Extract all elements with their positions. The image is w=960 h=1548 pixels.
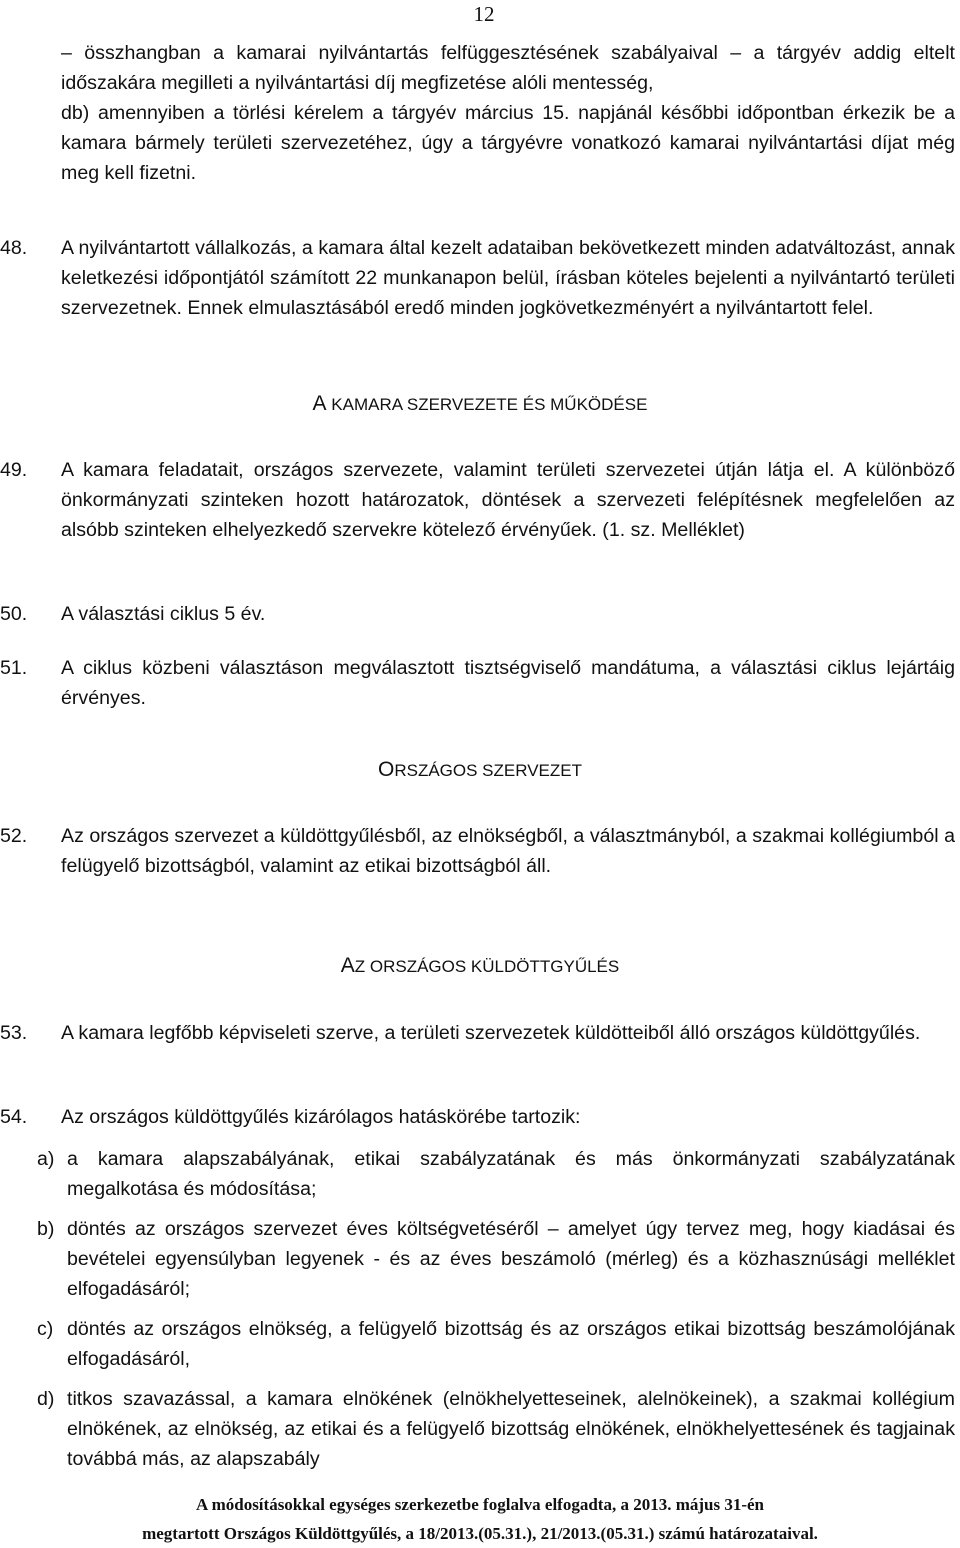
intro-paragraph: – összhangban a kamarai nyilvántartás felfüggesztésének szabályaival – a tárgyév addig eltelt időszakára megilleti a nyilvántartási díj megfizetése alóli mentesség, xyxy=(61,42,955,94)
list-item-a xyxy=(37,1144,955,1204)
intro-paragraph-db: db) amennyiben a törlési kérelem a tárgyév március 15. napjánál későbbi időpontban érkezik be a kamara bármely területi szervezetéhez, úgy a tárgyévre vonatkozó kamarai nyilvántartási díjat még meg kell fizetni. xyxy=(61,102,955,184)
footer-line: A módosításokkal egységes szerkezetbe foglalva elfogadta, a 2013. május 31-én xyxy=(195,1495,765,1514)
section-heading-kuldottgyules xyxy=(0,951,960,982)
paragraph-text: A kamara feladatait, országos szervezete, valamint területi szervezetei útján látja el. A különböző önkormányzati szinteken hozott határozatok, döntések a szervezeti felépítésnek megfelelően az alsóbb szinteken elhelyezkedő szervekre kötelező érvényűek. (1. sz. Melléklet) xyxy=(61,459,955,541)
list-letter: b) xyxy=(37,1218,55,1240)
paragraph-51 xyxy=(0,653,955,713)
list-letter: a) xyxy=(37,1148,55,1170)
list-text: döntés az országos elnökség, a felügyelő bizottság és az országos etikai bizottság beszámolójának elfogadásáról, xyxy=(67,1318,955,1370)
paragraph-54 xyxy=(0,1102,955,1132)
paragraph-number: 51. xyxy=(0,657,28,679)
list-letter: d) xyxy=(37,1388,55,1410)
paragraph-text: A nyilvántartott vállalkozás, a kamara által kezelt adataiban bekövetkezett minden adatváltozást, annak keletkezési időpontjától számított 22 munkanapon belül, írásban köteles bejelenti a nyilvántartó területi szervezetnek. Ennek elmulasztásából eredő minden jogkövetkezményért a nyilvántartott felel. xyxy=(61,237,955,319)
paragraph-number: 53. xyxy=(0,1022,28,1044)
page-number: 12 xyxy=(473,2,495,26)
paragraph-52 xyxy=(0,821,955,881)
heading-cap: A xyxy=(340,954,355,977)
paragraph-number: 54. xyxy=(0,1106,28,1128)
footer-line: megtartott Országos Küldöttgyűlés, a 18/2013.(05.31.), 21/2013.(05.31.) számú határozataival. xyxy=(142,1524,818,1543)
paragraph-50 xyxy=(0,599,955,629)
section-heading-kamara xyxy=(0,389,960,420)
list-text: döntés az országos szervezet éves költségvetéséről – amelyet úgy tervez meg, hogy kiadásai és bevételei egyensúlyban legyenek - és az éves beszámoló (mérleg) és a közhasznúsági melléklet elfogadásáról; xyxy=(67,1218,955,1300)
heading-cap: O xyxy=(377,758,395,781)
heading-cap: A xyxy=(312,392,327,415)
paragraph-number: 52. xyxy=(0,825,28,847)
paragraph-text: Az országos küldöttgyűlés kizárólagos hatáskörébe tartozik: xyxy=(61,1106,581,1128)
intro-block xyxy=(61,38,955,188)
list-item-b xyxy=(37,1214,955,1304)
list-text: titkos szavazással, a kamara elnökének (elnökhelyetteseinek, alelnökeinek), a szakmai kollégium elnökének, az elnökség, az etikai és a felügyelő bizottság elnökének, elnökhelyettesének és tagjainak továbbá más, az alapszabály xyxy=(67,1388,955,1470)
paragraph-number: 49. xyxy=(0,459,28,481)
paragraph-53 xyxy=(0,1018,955,1048)
page-footer xyxy=(0,1490,960,1548)
paragraph-number: 48. xyxy=(0,237,28,259)
paragraph-text: A ciklus közbeni választáson megválasztott tisztségviselő mandátuma, a választási ciklus lejártáig érvényes. xyxy=(61,657,955,709)
heading-rest: Z ORSZÁGOS KÜLDÖTTGYŰLÉS xyxy=(354,957,620,976)
heading-rest: RSZÁGOS SZERVEZET xyxy=(394,761,582,780)
paragraph-48 xyxy=(0,233,955,323)
section-heading-orszagos-szervezet xyxy=(0,755,960,786)
paragraph-text: A kamara legfőbb képviseleti szerve, a területi szervezetek küldötteiből álló országos küldöttgyűlés. xyxy=(61,1022,921,1044)
paragraph-text: Az országos szervezet a küldöttgyűlésből, az elnökségből, a választmányból, a szakmai kollégiumból a felügyelő bizottságból, valamint az etikai bizottságból áll. xyxy=(61,825,955,877)
list-item-d xyxy=(37,1384,955,1474)
heading-rest: KAMARA SZERVEZETE ÉS MŰKÖDÉSE xyxy=(326,395,648,414)
list-text: a kamara alapszabályának, etikai szabályzatának és más önkormányzati szabályzatának megalkotása és módosítása; xyxy=(67,1148,955,1200)
paragraph-49 xyxy=(0,455,955,545)
list-item-c xyxy=(37,1314,955,1374)
paragraph-text: A választási ciklus 5 év. xyxy=(61,603,266,625)
paragraph-number: 50. xyxy=(0,603,28,625)
list-letter: c) xyxy=(37,1318,54,1340)
